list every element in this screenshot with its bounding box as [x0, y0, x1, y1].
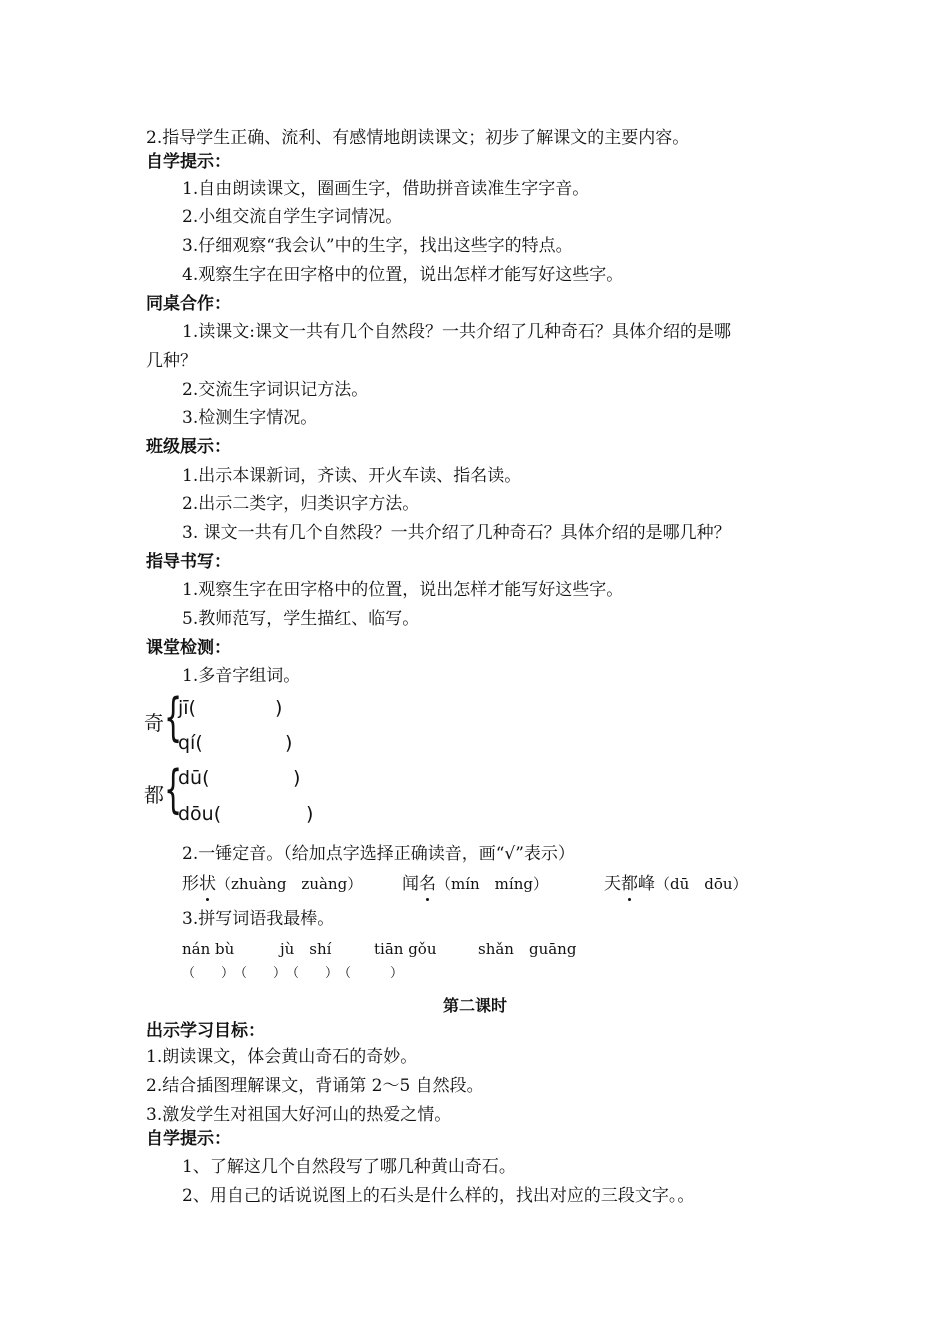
q2-item — [604, 873, 748, 895]
dotted-char: 名 — [419, 874, 436, 894]
polyphone-char: 奇 — [144, 711, 164, 735]
writing-item: 1.观察生字在田字格中的位置，说出怎样才能写好这些字。 — [182, 580, 624, 600]
polyphone-char: 都 — [144, 783, 164, 807]
polyphone-reading: jī( — [178, 697, 196, 719]
lesson2-title: 第二课时 — [442, 996, 507, 1015]
q2-prefix: 形 — [182, 874, 199, 894]
lesson2-goal: 1.朗读课文，体会黄山奇石的奇妙。 — [146, 1047, 418, 1067]
close-paren: ) — [293, 767, 301, 789]
polyphone-reading: dū( — [178, 767, 210, 789]
close-paren: ) — [275, 697, 283, 719]
q2-item — [402, 873, 548, 895]
lesson2-self-study-item: 1、了解这几个自然段写了哪几种黄山奇石。 — [182, 1157, 516, 1177]
class-show-heading: 班级展示： — [146, 437, 231, 457]
class-show-item: 2.出示二类字，归类识字方法。 — [182, 494, 420, 514]
q3-pinyin: jù shí — [280, 940, 332, 958]
close-paren: ) — [285, 732, 293, 754]
pair-work-item: 1.读课文:课文一共有几个自然段？一共介绍了几种奇石？具体介绍的是哪 — [182, 322, 731, 342]
q2-options: （dū dōu） — [655, 875, 748, 893]
test-q1: 1.多音字组词。 — [182, 666, 301, 686]
lesson2-self-study-item: 2、用自己的话说说图上的石头是什么样的，找出对应的三段文字。。 — [182, 1186, 695, 1206]
class-show-item: 1.出示本课新词，齐读、开火车读、指名读。 — [182, 466, 522, 486]
q2-prefix: 天 — [604, 874, 621, 894]
lesson2-goals-heading: 出示学习目标： — [146, 1021, 265, 1041]
polyphone-reading: qí( — [178, 732, 203, 754]
writing-item: 5.教师范写，学生描红、临写。 — [182, 609, 420, 629]
q3-pinyin: nán bù — [182, 940, 235, 958]
close-paren: ) — [306, 803, 314, 825]
test-q2: 2.一锤定音。（给加点字选择正确读音，画“√”表示） — [182, 844, 575, 864]
pair-work-item: 2.交流生字词识记方法。 — [182, 380, 369, 400]
q3-blanks: （ ） （ ） （ ） （ ） — [182, 966, 404, 981]
writing-heading: 指导书写： — [146, 552, 231, 572]
q2-options: （zhuàng zuàng） — [216, 875, 363, 893]
self-study-heading: 自学提示： — [146, 152, 231, 172]
q3-pinyin: tiān gǒu — [374, 940, 437, 958]
test-heading: 课堂检测： — [146, 638, 231, 658]
pair-work-item: 3.检测生字情况。 — [182, 408, 318, 428]
brace-icon: { — [164, 688, 183, 748]
pair-work-heading: 同桌合作： — [146, 294, 231, 314]
brace-icon: { — [164, 760, 183, 820]
self-study-item: 1.自由朗读课文，圈画生字，借助拼音读准生字字音。 — [182, 179, 590, 199]
q2-item — [182, 873, 362, 895]
polyphone-reading: dōu( — [178, 803, 222, 825]
class-show-item: 3. 课文一共有几个自然段？一共介绍了几种奇石？具体介绍的是哪几种？ — [182, 523, 731, 543]
dotted-char: 状 — [199, 874, 216, 894]
lesson2-self-study-heading: 自学提示： — [146, 1129, 231, 1149]
test-q3: 3.拼写词语我最棒。 — [182, 909, 335, 929]
goal-2: 2.指导学生正确、流利、有感情地朗读课文；初步了解课文的主要内容。 — [146, 128, 690, 148]
self-study-item: 4.观察生字在田字格中的位置，说出怎样才能写好这些字。 — [182, 265, 624, 285]
self-study-item: 2.小组交流自学生字词情况。 — [182, 207, 403, 227]
pair-work-item-cont: 几种？ — [146, 351, 197, 371]
self-study-item: 3.仔细观察“我会认”中的生字，找出这些字的特点。 — [182, 236, 573, 256]
q2-suffix: 峰 — [638, 874, 655, 894]
lesson2-goal: 3.激发学生对祖国大好河山的热爱之情。 — [146, 1105, 452, 1125]
q3-pinyin: shǎn guāng — [478, 940, 577, 958]
q2-prefix: 闻 — [402, 874, 419, 894]
q2-options: （mín míng） — [436, 875, 548, 893]
dotted-char: 都 — [621, 874, 638, 894]
lesson2-goal: 2.结合插图理解课文，背诵第 2～5 自然段。 — [146, 1076, 484, 1096]
